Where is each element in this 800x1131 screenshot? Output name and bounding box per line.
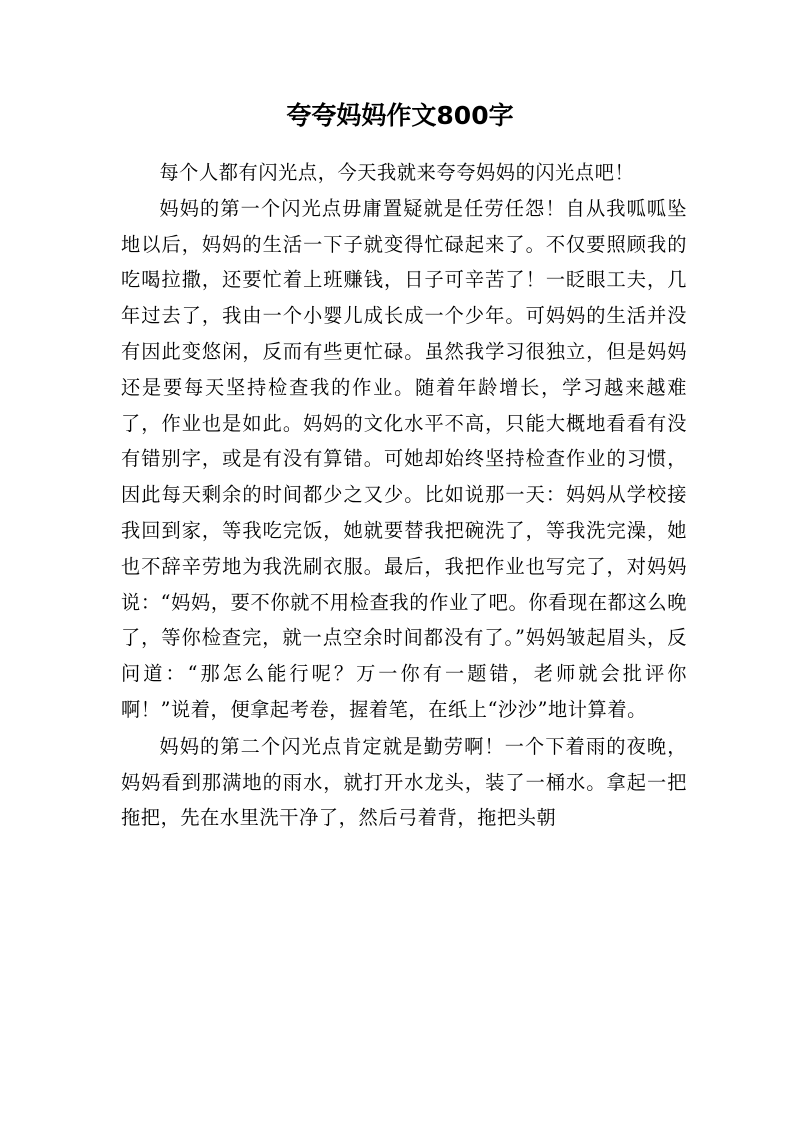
paragraph-second-highlight: 妈妈的第二个闪光点肯定就是勤劳啊！一个下着雨的夜晚，妈妈看到那满地的雨水，就打开水龙头，装了一桶水。拿起一把拖把，先在水里洗干净了，然后弓着背，拖把头朝 bbox=[121, 734, 687, 830]
document-title: 夸夸妈妈作文800字 bbox=[286, 101, 514, 130]
document-body bbox=[121, 155, 687, 836]
paragraph-first-highlight: 妈妈的第一个闪光点毋庸置疑就是任劳任怨！自从我呱呱坠地以后，妈妈的生活一下子就变得忙碌起来了。不仅要照顾我的吃喝拉撒，还要忙着上班赚钱，日子可辛苦了！一眨眼工夫，几年过去了，我由一个小婴儿成长成一个少年。可妈妈的生活并没有因此变悠闲，反而有些更忙碌。虽然我学习很独立，但是妈妈还是要每天坚持检查我的作业。随着年龄增长，学习越来越难了，作业也是如此。妈妈的文化水平不高，只能大概地看看有没有错别字，或是有没有算错。可她却始终坚持检查作业的习惯，因此每天剩余的时间都少之又少。比如说那一天：妈妈从学校接我回到家，等我吃完饭，她就要替我把碗洗了，等我洗完澡，她也不辞辛劳地为我洗刷衣服。最后，我把作业也写完了，对妈妈说：“妈妈，要不你就不用检查我的作业了吧。你看现在都这么晚了，等你检查完，就一点空余时间都没有了。”妈妈皱起眉头，反问道：“那怎么能行呢？万一你有一题错，老师就会批评你啊！”说着，便拿起考卷，握着笔，在纸上“沙沙”地计算着。 bbox=[121, 196, 687, 721]
paragraph-intro: 每个人都有闪光点，今天我就来夸夸妈妈的闪光点吧！ bbox=[159, 161, 635, 184]
